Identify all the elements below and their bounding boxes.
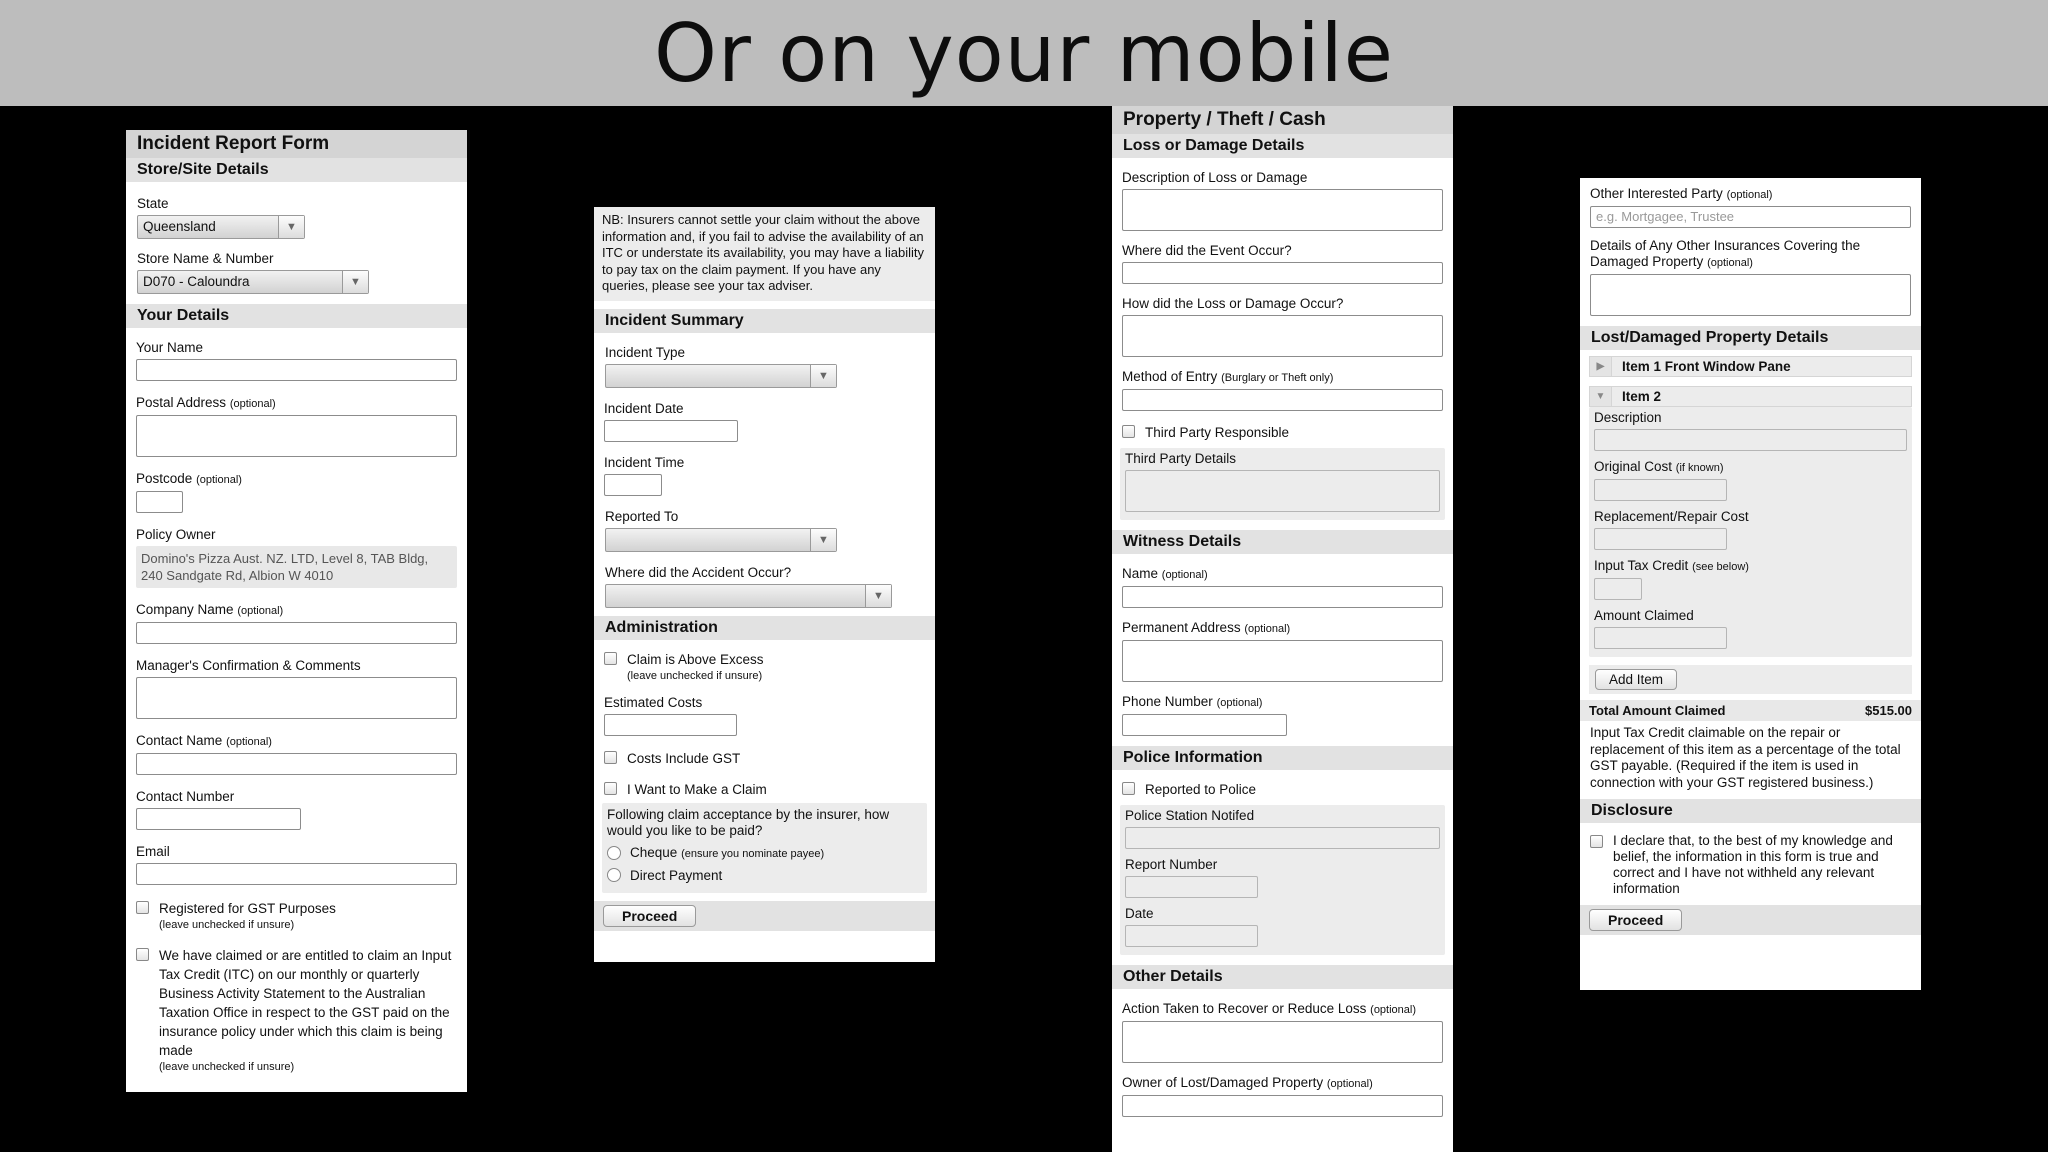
- how-occurred-label: How did the Loss or Damage Occur?: [1122, 296, 1344, 311]
- postal-label: Postal Address: [136, 395, 227, 410]
- amount-claimed-input[interactable]: [1594, 627, 1727, 649]
- cheque-radio[interactable]: [607, 846, 621, 860]
- slide-title-bar: [0, 0, 2048, 106]
- company-name-input[interactable]: [136, 622, 457, 644]
- cheque-label: Cheque: [630, 844, 678, 860]
- costs-gst-checkbox[interactable]: [604, 751, 617, 764]
- itc-checkbox[interactable]: [136, 948, 149, 961]
- form-title: Incident Report Form: [126, 130, 467, 158]
- property-owner-input[interactable]: [1122, 1095, 1443, 1117]
- costs-gst-label: Costs Include GST: [627, 750, 741, 766]
- third-party-checkbox[interactable]: [1122, 425, 1135, 438]
- reported-to-label: Reported To: [605, 508, 679, 524]
- item-1-row[interactable]: [1589, 356, 1912, 377]
- reported-police-label: Reported to Police: [1145, 782, 1257, 797]
- state-label: State: [137, 196, 169, 211]
- your-name-input[interactable]: [136, 359, 457, 381]
- section-loss-damage: Loss or Damage Details: [1112, 134, 1453, 158]
- your-name-label: Your Name: [136, 340, 204, 355]
- itc-explanation: Input Tax Credit claimable on the repair or replacement of this item as a percentage of the total GST payable. (Required if the item is used in connection with your GST registered business.): [1590, 725, 1901, 790]
- estimated-costs-input[interactable]: [604, 714, 737, 736]
- item-1-label: Item 1 Front Window Pane: [1622, 359, 1791, 374]
- entry-method-input[interactable]: [1122, 389, 1443, 411]
- section-incident-summary: Incident Summary: [594, 309, 935, 333]
- direct-payment-label: Direct Payment: [630, 867, 723, 883]
- report-number-input[interactable]: [1125, 876, 1258, 898]
- state-select[interactable]: Queensland ▼: [137, 215, 305, 239]
- phone-screen-property-theft: Property / Theft / Cash Loss or Damage Details Description of Loss or Damage Where did the Event Occur? How did the Loss or Damage Occur? Method of Entry (Burglary or Theft only) Third Party Responsible Third Party Details Witness Details Name (optional) Permanent Address (optional) Phone Number (optional) Police Information Reported to Police Police Station Notifed Report Number Date Other Details Action Taken to Recover or Reduce Loss (optional) Owner of Lost/Damaged Property (optional): [1112, 106, 1453, 1152]
- slide-title: Or on your mobile: [653, 6, 1394, 100]
- make-claim-checkbox[interactable]: [604, 782, 617, 795]
- section-disclosure: Disclosure: [1580, 799, 1921, 823]
- how-occurred-input[interactable]: [1122, 315, 1443, 357]
- declaration-checkbox[interactable]: [1590, 835, 1603, 848]
- chevron-down-icon: ▼: [865, 585, 891, 607]
- section-store-site: Store/Site Details: [126, 158, 467, 182]
- incident-type-label: Incident Type: [605, 344, 686, 360]
- company-label: Company Name: [136, 602, 234, 617]
- add-item-button[interactable]: Add Item: [1595, 669, 1677, 690]
- store-label: Store Name & Number: [137, 251, 274, 266]
- amount-claimed-label: Amount Claimed: [1594, 608, 1694, 623]
- report-number-label: Report Number: [1125, 857, 1218, 872]
- phone-screen-incident-summary: NB: Insurers cannot settle your claim without the above information and, if you fail to advise the availability of an ITC or understate its availability, you may have a liability to pay tax on the claim payment. If you have any queries, please see your tax adviser. Incident Summary Incident Type ▼ Incident Date Incident Time Reported To ▼ Where did the Accident Occur? ▼ Administration Claim is Above Excess (leave unchecked if unsure) Estimated Costs Costs Include GST I Want to Make a Claim Following claim acceptance by the insurer, how would you like to be paid? Cheque (ensure you nominate payee) Direct Payment Proceed: [594, 207, 935, 962]
- excess-checkbox[interactable]: [604, 652, 617, 665]
- incident-time-label: Incident Time: [604, 454, 685, 470]
- item-2-label: Item 2: [1622, 389, 1662, 404]
- contact-number-input[interactable]: [136, 808, 301, 830]
- gst-label: Registered for GST Purposes: [159, 901, 336, 916]
- witness-name-label: Name: [1122, 566, 1159, 581]
- itc-label: Input Tax Credit: [1594, 558, 1689, 573]
- incident-date-label: Incident Date: [604, 400, 684, 416]
- witness-phone-input[interactable]: [1122, 714, 1287, 736]
- property-owner-label: Owner of Lost/Damaged Property: [1122, 1075, 1324, 1090]
- third-party-details-label: Third Party Details: [1125, 451, 1237, 466]
- email-input[interactable]: [136, 863, 457, 885]
- payment-question: Following claim acceptance by the insurer, how would you like to be paid?: [607, 806, 890, 838]
- postal-address-input[interactable]: [136, 415, 457, 457]
- section-other-details: Other Details: [1112, 965, 1453, 989]
- chevron-down-icon: ▼: [810, 365, 836, 387]
- incident-time-input[interactable]: [604, 474, 662, 496]
- loss-description-input[interactable]: [1122, 189, 1443, 231]
- declaration-label: I declare that, to the best of my knowledge and belief, the information in this form is true and correct and I have not withheld any relevant information: [1613, 833, 1893, 896]
- reported-police-checkbox[interactable]: [1122, 782, 1135, 795]
- police-date-label: Date: [1125, 906, 1154, 921]
- action-taken-label: Action Taken to Recover or Reduce Loss: [1122, 1001, 1367, 1016]
- event-location-input[interactable]: [1122, 262, 1443, 284]
- estimated-costs-label: Estimated Costs: [604, 694, 703, 710]
- contact-name-label: Contact Name: [136, 733, 223, 748]
- section-administration: Administration: [594, 616, 935, 640]
- make-claim-label: I Want to Make a Claim: [627, 781, 767, 797]
- other-party-input[interactable]: e.g. Mortgagee, Trustee: [1590, 206, 1911, 228]
- policy-owner-value: Domino's Pizza Aust. NZ. LTD, Level 8, TAB Bldg, 240 Sandgate Rd, Albion W 4010: [136, 546, 457, 588]
- other-insurance-label: Details of Any Other Insurances Covering the Damaged Property: [1590, 238, 1861, 269]
- entry-method-label: Method of Entry: [1122, 369, 1218, 384]
- replacement-cost-label: Replacement/Repair Cost: [1594, 509, 1749, 524]
- chevron-down-icon: ▼: [810, 529, 836, 551]
- replacement-cost-input[interactable]: [1594, 528, 1727, 550]
- gst-checkbox[interactable]: [136, 901, 149, 914]
- original-cost-label: Original Cost: [1594, 459, 1673, 474]
- policy-owner-label: Policy Owner: [136, 527, 216, 542]
- incident-date-input[interactable]: [604, 420, 738, 442]
- witness-address-label: Permanent Address: [1122, 620, 1241, 635]
- chevron-down-icon: ▼: [278, 216, 304, 238]
- manager-comments-label: Manager's Confirmation & Comments: [136, 658, 361, 673]
- direct-payment-radio[interactable]: [607, 868, 621, 882]
- incident-type-select[interactable]: [605, 364, 837, 388]
- itc-input[interactable]: [1594, 578, 1642, 600]
- police-date-input[interactable]: [1125, 925, 1258, 947]
- witness-name-input[interactable]: [1122, 586, 1443, 608]
- triangle-right-icon: ▶: [1590, 357, 1612, 376]
- accident-location-label: Where did the Accident Occur?: [605, 564, 792, 580]
- section-your-details: Your Details: [126, 304, 467, 328]
- proceed-button[interactable]: Proceed: [603, 905, 696, 927]
- phone-screen-incident-report: Incident Report Form Store/Site Details State Queensland ▼ Store Name & Number D070 - Caloundra ▼ Your Details Your Name Postal Address (optional) Postcode (optional) Policy Owner Domino's Pizza Aust. NZ. LTD, Level 8, TAB Bldg, 240 Sandgate Rd, Albion W 4010 Company Name (optional) Manager's Confirmation & Comments Contact Name (optional) Contact Number Email Registered for GST Purposes (leave unchecked if unsure) We have claimed or are entitled to claim an Input Tax Credit (ITC) on our monthly or quarterly Business Activity Statement to the Australian Taxation Office in respect to the GST paid on the insurance policy under which this claim is being made (leave unchecked if unsure): [126, 130, 467, 1092]
- loss-description-label: Description of Loss or Damage: [1122, 170, 1308, 185]
- triangle-down-icon: ▼: [1590, 387, 1612, 406]
- police-station-input[interactable]: [1125, 827, 1440, 849]
- contact-number-label: Contact Number: [136, 789, 235, 804]
- excess-label: Claim is Above Excess: [627, 651, 764, 667]
- section-police: Police Information: [1112, 746, 1453, 770]
- third-party-details-input[interactable]: [1125, 470, 1440, 512]
- postcode-input[interactable]: [136, 491, 183, 513]
- section-property-details: Lost/Damaged Property Details: [1580, 326, 1921, 350]
- itc-note: NB: Insurers cannot settle your claim without the above information and, if you fail to advise the availability of an ITC or understate its availability, you may have a liability to pay tax on the claim payment. If you have any queries, please see your tax adviser.: [594, 207, 935, 301]
- original-cost-input[interactable]: [1594, 479, 1727, 501]
- action-taken-input[interactable]: [1122, 1021, 1443, 1063]
- witness-address-input[interactable]: [1122, 640, 1443, 682]
- store-select[interactable]: D070 - Caloundra ▼: [137, 270, 369, 294]
- phone-screen-property-details: Other Interested Party (optional) e.g. Mortgagee, Trustee Details of Any Other Insurances Covering the Damaged Property (optional) Lost/Damaged Property Details ▶ Item 1 Front Window Pane ▼ Item 2 Description Original Cost (if known) Replacement/Repair Cost Input Tax Credit (see below) Amount Claimed Add Item Total Amount Claimed $515.00 Input Tax Credit claimable on the repair or replacement of this item as a percentage of the total GST payable. (Required if the item is used in connection with your GST registered business.) Disclosure I declare that, to the best of my knowledge and belief, the information in this form is true and correct and I have not withheld any relevant information Proceed: [1580, 178, 1921, 990]
- chevron-down-icon: ▼: [342, 271, 368, 293]
- email-label: Email: [136, 844, 170, 859]
- itc-label: We have claimed or are entitled to claim an Input Tax Credit (ITC) on our monthly or quarterly Business Activity Statement to the Australian Taxation Office in respect to the GST paid on the insurance policy under which this claim is being made: [159, 948, 452, 1058]
- total-claimed-label: Total Amount Claimed: [1589, 703, 1726, 718]
- third-party-label: Third Party Responsible: [1145, 425, 1290, 440]
- section-witness: Witness Details: [1112, 530, 1453, 554]
- other-party-label: Other Interested Party: [1590, 186, 1723, 201]
- proceed-button[interactable]: Proceed: [1589, 909, 1682, 931]
- item-description-label: Description: [1594, 410, 1662, 425]
- item-2-row[interactable]: [1589, 386, 1912, 407]
- manager-comments-input[interactable]: [136, 677, 457, 719]
- item-description-input[interactable]: [1594, 429, 1907, 451]
- police-station-label: Police Station Notifed: [1125, 808, 1255, 823]
- postcode-label: Postcode: [136, 471, 193, 486]
- accident-location-select[interactable]: [605, 584, 892, 608]
- form-title: Property / Theft / Cash: [1112, 106, 1453, 134]
- total-claimed-value: $515.00: [1865, 703, 1912, 718]
- witness-phone-label: Phone Number: [1122, 694, 1213, 709]
- event-location-label: Where did the Event Occur?: [1122, 243, 1292, 258]
- contact-name-input[interactable]: [136, 753, 457, 775]
- reported-to-select[interactable]: [605, 528, 837, 552]
- other-insurance-input[interactable]: [1590, 274, 1911, 316]
